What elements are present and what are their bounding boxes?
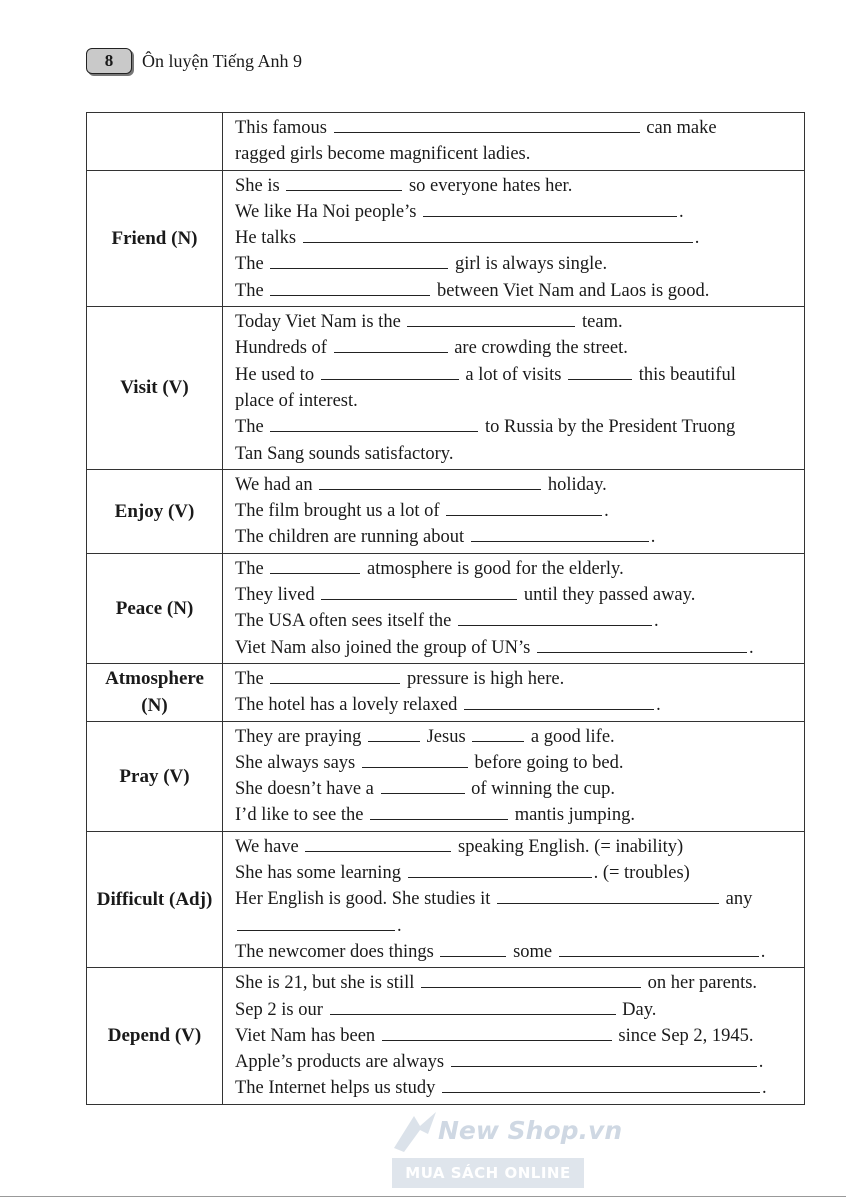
sentence-text: since Sep 2, 1945. bbox=[613, 1025, 754, 1046]
sentence-text: He talks bbox=[235, 228, 301, 249]
answer-blank[interactable] bbox=[381, 778, 465, 794]
sentence-line bbox=[235, 524, 794, 550]
sentence-line bbox=[235, 1075, 794, 1101]
sentence-line bbox=[235, 970, 794, 996]
sentence-text: . bbox=[758, 1052, 764, 1073]
answer-blank[interactable] bbox=[270, 280, 430, 296]
sentence-text: . bbox=[604, 501, 609, 522]
page-number-badge: 8 bbox=[86, 48, 132, 74]
sentence-text: Her English is good. She studies it bbox=[235, 889, 496, 910]
sentence-line bbox=[235, 199, 794, 225]
sentence-line bbox=[235, 388, 794, 414]
sentences-cell bbox=[223, 307, 805, 470]
sentence-text: The newcomer does things bbox=[235, 941, 439, 962]
newshop-watermark bbox=[388, 1108, 623, 1190]
word-cell: Visit (V) bbox=[87, 307, 223, 470]
sentence-line bbox=[235, 802, 794, 828]
sentence-text: can make bbox=[641, 118, 717, 138]
sentence-text: this beautiful bbox=[634, 364, 736, 385]
answer-blank[interactable] bbox=[568, 364, 632, 380]
answer-blank[interactable] bbox=[270, 668, 400, 684]
sentence-line bbox=[235, 414, 794, 440]
answer-blank[interactable] bbox=[368, 726, 420, 742]
sentence-text: We had an bbox=[235, 474, 318, 495]
table-row bbox=[87, 968, 805, 1104]
sentence-text: They lived bbox=[235, 585, 320, 606]
sentence-text: . (= troubles) bbox=[593, 863, 690, 884]
answer-blank[interactable] bbox=[440, 941, 506, 957]
answer-blank[interactable] bbox=[446, 500, 602, 516]
answer-blank[interactable] bbox=[464, 694, 654, 710]
answer-blank[interactable] bbox=[382, 1025, 612, 1041]
sentence-line bbox=[235, 309, 794, 335]
sentences-cell bbox=[223, 721, 805, 831]
sentence-line bbox=[235, 997, 794, 1023]
sentence-text: . bbox=[397, 915, 402, 936]
sentence-text: Viet Nam has been bbox=[235, 1025, 380, 1046]
answer-blank[interactable] bbox=[286, 175, 402, 191]
answer-blank[interactable] bbox=[408, 862, 592, 878]
sentence-line bbox=[235, 1049, 794, 1075]
sentences-cell bbox=[223, 170, 805, 306]
table-row bbox=[87, 831, 805, 967]
answer-blank[interactable] bbox=[334, 117, 640, 133]
sentence-text: The film brought us a lot of bbox=[235, 501, 445, 522]
answer-blank[interactable] bbox=[305, 836, 451, 852]
sentences-cell bbox=[223, 663, 805, 721]
answer-blank[interactable] bbox=[237, 915, 395, 931]
sentence-line bbox=[235, 278, 794, 304]
word-cell: Friend (N) bbox=[87, 170, 223, 306]
sentence-text: Hundreds of bbox=[235, 338, 332, 359]
answer-blank[interactable] bbox=[321, 584, 517, 600]
answer-blank[interactable] bbox=[559, 941, 759, 957]
sentence-line bbox=[235, 441, 794, 467]
table-row bbox=[87, 721, 805, 831]
sentence-text: The bbox=[235, 558, 269, 579]
sentence-line bbox=[235, 472, 794, 498]
page-bottom-rule bbox=[0, 1196, 846, 1197]
sentence-line bbox=[235, 750, 794, 776]
book-title: Ôn luyện Tiếng Anh 9 bbox=[142, 50, 303, 71]
sentence-text: She is bbox=[235, 175, 285, 196]
answer-blank[interactable] bbox=[330, 999, 616, 1015]
sentence-text: between Viet Nam and Laos is good. bbox=[432, 280, 710, 301]
table-row bbox=[87, 663, 805, 721]
table-row bbox=[87, 113, 805, 171]
sentence-line bbox=[235, 860, 794, 886]
sentence-text: They are praying bbox=[235, 726, 366, 747]
sentence-text: before going to bed. bbox=[469, 752, 624, 773]
sentence-text: I’d like to see the bbox=[235, 805, 369, 826]
word-cell: Atmosphere (N) bbox=[87, 663, 223, 721]
sentence-line bbox=[235, 666, 794, 692]
sentence-text: Tan Sang sounds satisfactory. bbox=[235, 443, 454, 464]
sentence-line bbox=[235, 724, 794, 750]
sentence-text: . bbox=[762, 1078, 767, 1099]
table-row bbox=[87, 553, 805, 663]
word-cell: Peace (N) bbox=[87, 553, 223, 663]
sentence-text: some bbox=[508, 941, 557, 962]
answer-blank[interactable] bbox=[370, 804, 508, 820]
sentence-line bbox=[235, 886, 794, 912]
sentence-text: The Internet helps us study bbox=[235, 1078, 440, 1099]
sentence-text: speaking English. (= inability) bbox=[453, 836, 684, 857]
answer-blank[interactable] bbox=[270, 253, 448, 269]
sentence-text: are crowding the street. bbox=[449, 338, 628, 359]
sentence-text: She has some learning bbox=[235, 863, 406, 884]
sentence-text: She doesn’t have a bbox=[235, 779, 379, 800]
answer-blank[interactable] bbox=[407, 311, 575, 327]
sentence-text: The hotel has a lovely relaxed bbox=[235, 695, 463, 716]
sentence-line bbox=[235, 582, 794, 608]
sentence-line bbox=[235, 913, 794, 939]
sentence-text: on her parents. bbox=[643, 973, 758, 994]
sentence-line bbox=[235, 692, 794, 718]
sentence-text: He used to bbox=[235, 364, 319, 385]
sentence-text: atmosphere is good for the elderly. bbox=[362, 558, 624, 579]
sentence-text: . bbox=[656, 695, 661, 716]
word-cell: Pray (V) bbox=[87, 721, 223, 831]
table-row bbox=[87, 170, 805, 306]
sentences-cell bbox=[223, 968, 805, 1104]
table-row bbox=[87, 469, 805, 553]
sentence-line bbox=[235, 834, 794, 860]
arrow-logo-icon bbox=[390, 1108, 442, 1156]
sentence-text: . bbox=[748, 637, 754, 658]
watermark-tagline: MUA SÁCH ONLINE bbox=[392, 1158, 584, 1188]
sentence-text: The bbox=[235, 417, 269, 438]
word-cell: Enjoy (V) bbox=[87, 469, 223, 553]
sentence-text: The USA often sees itself the bbox=[235, 611, 456, 632]
answer-blank[interactable] bbox=[319, 474, 541, 490]
sentence-text: . bbox=[760, 941, 766, 962]
sentence-line bbox=[235, 635, 794, 661]
sentence-text: Jesus bbox=[421, 726, 471, 747]
answer-blank[interactable] bbox=[270, 558, 360, 574]
sentence-line bbox=[235, 498, 794, 524]
word-form-table bbox=[86, 112, 805, 1105]
answer-blank[interactable] bbox=[537, 637, 747, 653]
answer-blank[interactable] bbox=[334, 337, 448, 353]
answer-blank[interactable] bbox=[451, 1051, 757, 1067]
sentence-line bbox=[235, 1023, 794, 1049]
sentence-text: to Russia by the President Truong bbox=[480, 417, 736, 438]
sentence-text: Today Viet Nam is the bbox=[235, 312, 406, 333]
sentence-text: so everyone hates her. bbox=[404, 175, 573, 196]
sentence-text: We have bbox=[235, 836, 304, 857]
sentence-text: She is 21, but she is still bbox=[235, 973, 419, 994]
sentence-text: holiday. bbox=[543, 474, 607, 495]
sentence-line bbox=[235, 776, 794, 802]
sentence-text: The bbox=[235, 668, 269, 689]
sentence-text: place of interest. bbox=[235, 390, 358, 411]
word-cell: Difficult (Adj) bbox=[87, 831, 223, 967]
sentence-text: mantis jumping. bbox=[510, 805, 635, 826]
sentence-line bbox=[235, 362, 794, 388]
sentence-text: any bbox=[721, 889, 753, 910]
sentence-text: We like Ha Noi people’s bbox=[235, 201, 422, 222]
sentence-line bbox=[235, 173, 794, 199]
sentence-text: This famous bbox=[235, 118, 332, 138]
answer-blank[interactable] bbox=[471, 526, 649, 542]
sentence-line bbox=[235, 335, 794, 361]
table-row bbox=[87, 307, 805, 470]
sentence-text: pressure is high here. bbox=[402, 668, 565, 689]
sentence-line bbox=[235, 556, 794, 582]
sentence-text: Viet Nam also joined the group of UN’s bbox=[235, 637, 535, 658]
answer-blank[interactable] bbox=[303, 227, 693, 243]
sentences-cell bbox=[223, 831, 805, 967]
sentence-text: of winning the cup. bbox=[466, 779, 616, 800]
sentence-text: Day. bbox=[617, 999, 657, 1020]
sentence-text: The bbox=[235, 254, 269, 275]
sentence-line bbox=[235, 251, 794, 277]
sentence-text: . bbox=[679, 201, 684, 222]
answer-blank[interactable] bbox=[442, 1077, 760, 1093]
sentence-text: . bbox=[650, 527, 656, 548]
page-header bbox=[86, 48, 302, 74]
sentences-cell bbox=[223, 553, 805, 663]
sentence-text: until they passed away. bbox=[519, 585, 696, 606]
sentence-line bbox=[235, 939, 794, 965]
sentence-line bbox=[235, 115, 794, 141]
sentence-line bbox=[235, 225, 794, 251]
answer-blank[interactable] bbox=[321, 364, 459, 380]
sentence-line bbox=[235, 608, 794, 634]
answer-blank[interactable] bbox=[270, 416, 478, 432]
sentences-cell bbox=[223, 469, 805, 553]
sentence-line bbox=[235, 141, 794, 167]
sentence-text: . bbox=[653, 611, 659, 632]
sentence-text: Sep 2 is our bbox=[235, 999, 328, 1020]
sentence-text: girl is always single. bbox=[450, 254, 608, 275]
word-cell: Depend (V) bbox=[87, 968, 223, 1104]
answer-blank[interactable] bbox=[421, 972, 641, 988]
sentence-text: The bbox=[235, 280, 269, 301]
answer-blank[interactable] bbox=[497, 888, 719, 904]
sentence-text: She always says bbox=[235, 752, 360, 773]
word-cell bbox=[87, 113, 223, 171]
watermark-brand: New Shop.vn bbox=[438, 1116, 623, 1145]
answer-blank[interactable] bbox=[423, 201, 677, 217]
sentence-text: The children are running about bbox=[235, 527, 469, 548]
sentence-text: a good life. bbox=[526, 726, 615, 747]
answer-blank[interactable] bbox=[362, 752, 468, 768]
sentences-cell bbox=[223, 113, 805, 171]
sentence-text: team. bbox=[577, 312, 623, 333]
sentence-text: ragged girls become magnificent ladies. bbox=[235, 144, 531, 165]
sentence-text: . bbox=[694, 228, 700, 249]
answer-blank[interactable] bbox=[458, 610, 652, 626]
sentence-text: a lot of visits bbox=[460, 364, 567, 385]
sentence-text: Apple’s products are always bbox=[235, 1052, 449, 1073]
answer-blank[interactable] bbox=[472, 726, 524, 742]
